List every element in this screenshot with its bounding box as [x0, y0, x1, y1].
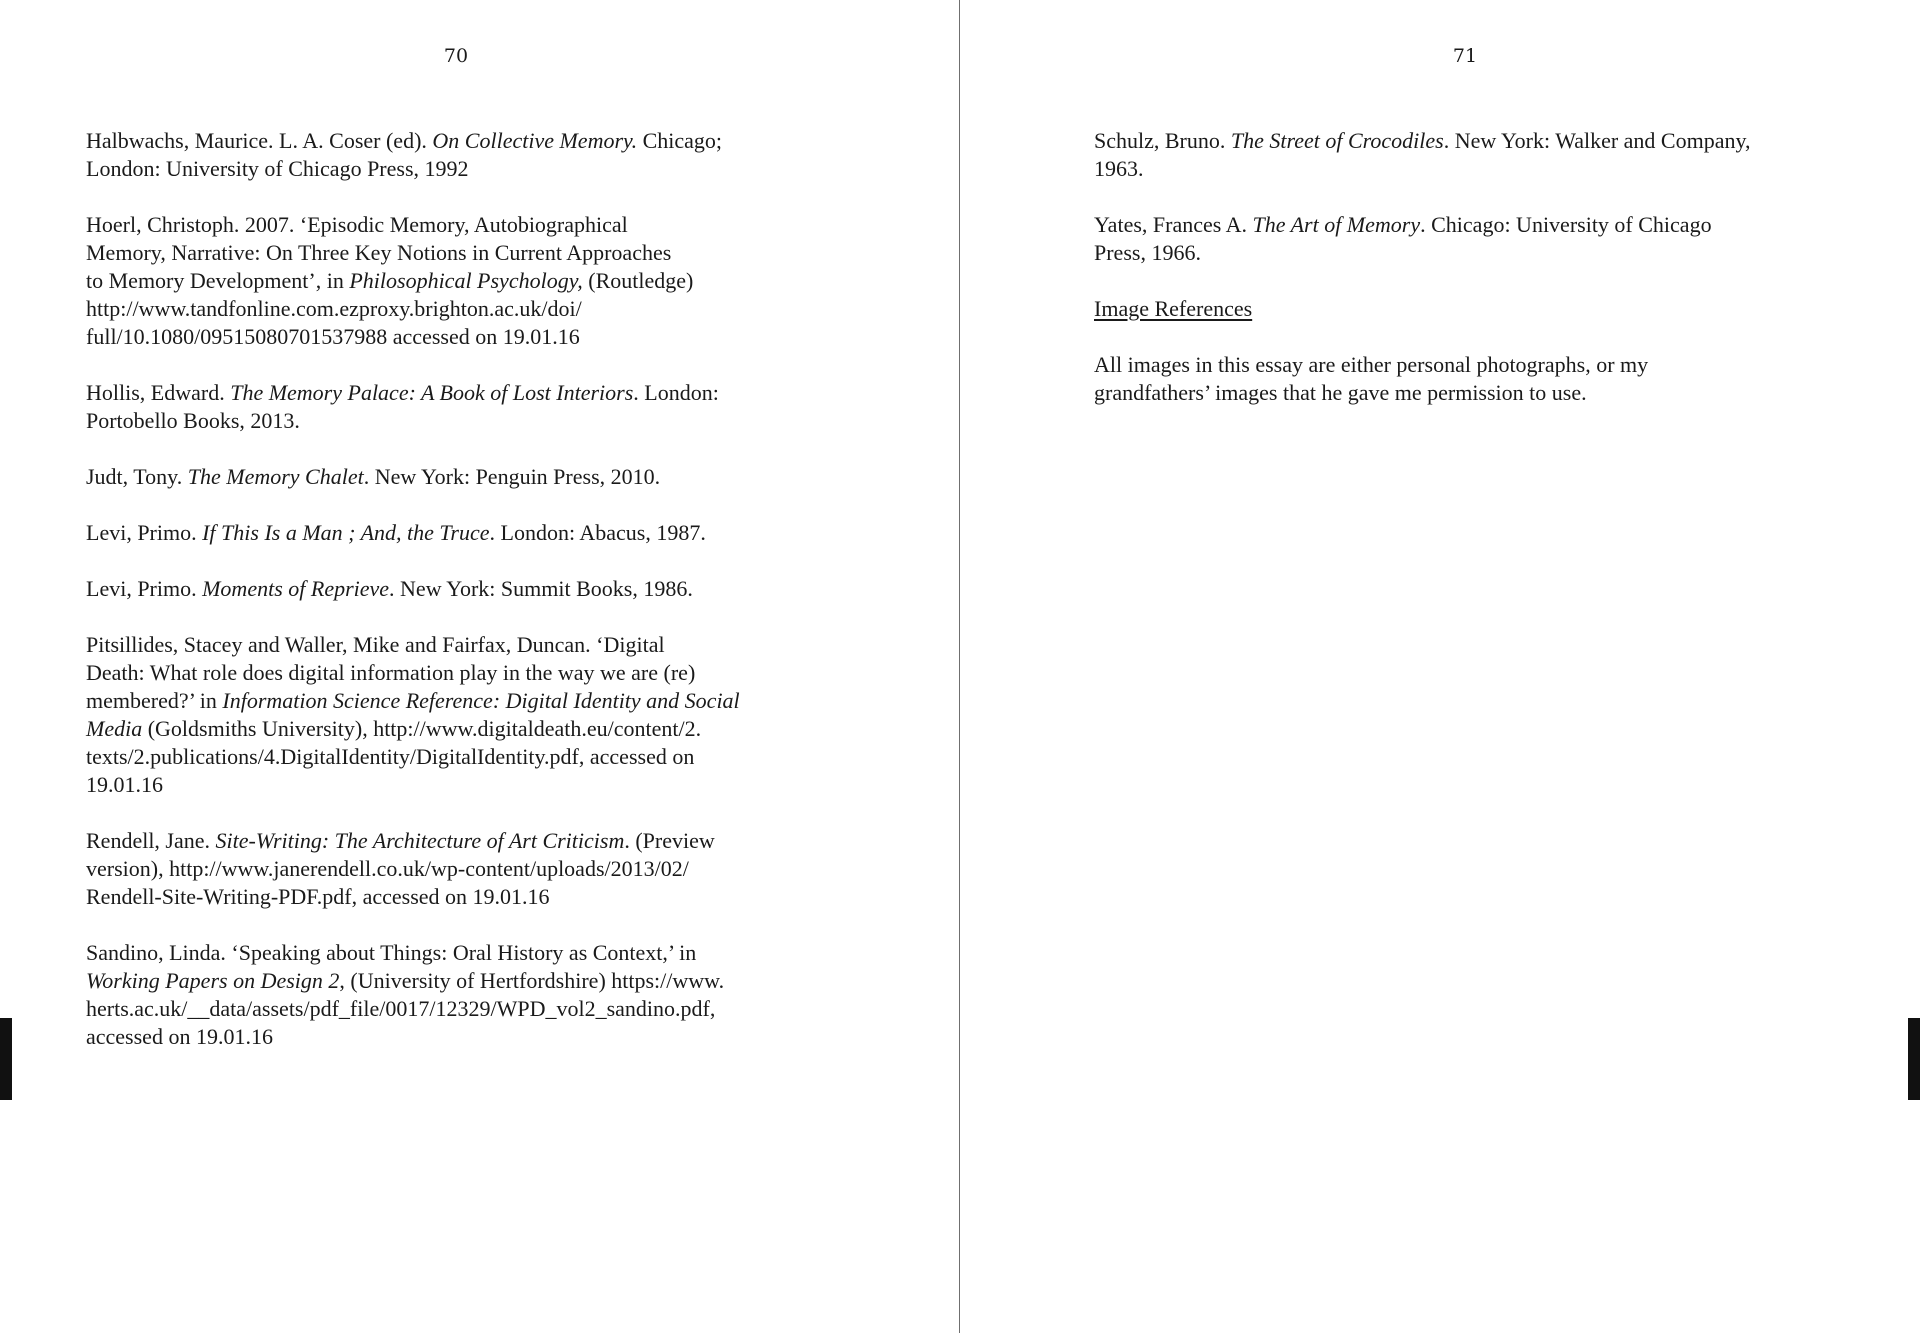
bibliography-entry: Schulz, Bruno. The Street of Crocodiles. New York: Walker and Company, 1963.	[1094, 128, 1751, 181]
page-gutter-line	[959, 0, 960, 1333]
bibliography-entry: Hoerl, Christoph. 2007. ‘Episodic Memory, Autobiographical Memory, Narrative: On Three Key Notions in Current Approaches to Memory Development’, in Philosophical Psychology, (Routledge) http://www.tandfonline.com.ezproxy.brighton.ac.uk/doi/ full/10.1080/09515080701537988 accessed on 19.01.16	[86, 212, 694, 349]
bibliography-entry: Yates, Frances A. The Art of Memory. Chicago: University of Chicago Press, 1966.	[1094, 212, 1712, 265]
bibliography-entry: Halbwachs, Maurice. L. A. Coser (ed). On Collective Memory. Chicago; London: University of Chicago Press, 1992	[86, 128, 723, 181]
left-edge-tab	[0, 1018, 12, 1100]
bibliography-entry: Sandino, Linda. ‘Speaking about Things: Oral History as Context,’ in Working Papers on Design 2, (University of Hertfordshire) https://www. herts.ac.uk/__data/assets/pdf_file/0017/12329/WPD_vol2_sandino.pdf, accessed on 19.01.16	[86, 940, 725, 1049]
bibliography-entry: Rendell, Jane. Site-Writing: The Architecture of Art Criticism. (Preview version), http://www.janerendell.co.uk/wp-content/uploads/2013/02/ Rendell-Site-Writing-PDF.pdf, accessed on 19.01.16	[86, 828, 715, 909]
image-references-text: All images in this essay are either personal photographs, or my grandfathers’ images that he gave me permission to use.	[1094, 352, 1649, 405]
right-page-number: 71	[1452, 45, 1478, 67]
left-page-bibliography	[86, 127, 816, 1079]
bibliography-entry: Pitsillides, Stacey and Waller, Mike and Fairfax, Duncan. ‘Digital Death: What role does digital information play in the way we are (re) membered?’ in Information Science Reference: Digital Identity and Social Media (Goldsmiths University), http://www.digitaldeath.eu/content/2. texts/2.publications/4.DigitalIdentity/DigitalIdentity.pdf, accessed on 19.01.16	[86, 632, 740, 797]
right-page-bibliography	[1094, 127, 1834, 435]
bibliography-entry: Levi, Primo. If This Is a Man ; And, the Truce. London: Abacus, 1987.	[86, 520, 706, 545]
bibliography-entry: Judt, Tony. The Memory Chalet. New York: Penguin Press, 2010.	[86, 464, 661, 489]
left-page-number: 70	[443, 45, 469, 67]
right-edge-tab	[1908, 1018, 1920, 1100]
bibliography-entry: Hollis, Edward. The Memory Palace: A Book of Lost Interiors. London: Portobello Books, 2013.	[86, 380, 719, 433]
bibliography-entry: Levi, Primo. Moments of Reprieve. New York: Summit Books, 1986.	[86, 576, 693, 601]
image-references-heading: Image References	[1094, 296, 1253, 321]
